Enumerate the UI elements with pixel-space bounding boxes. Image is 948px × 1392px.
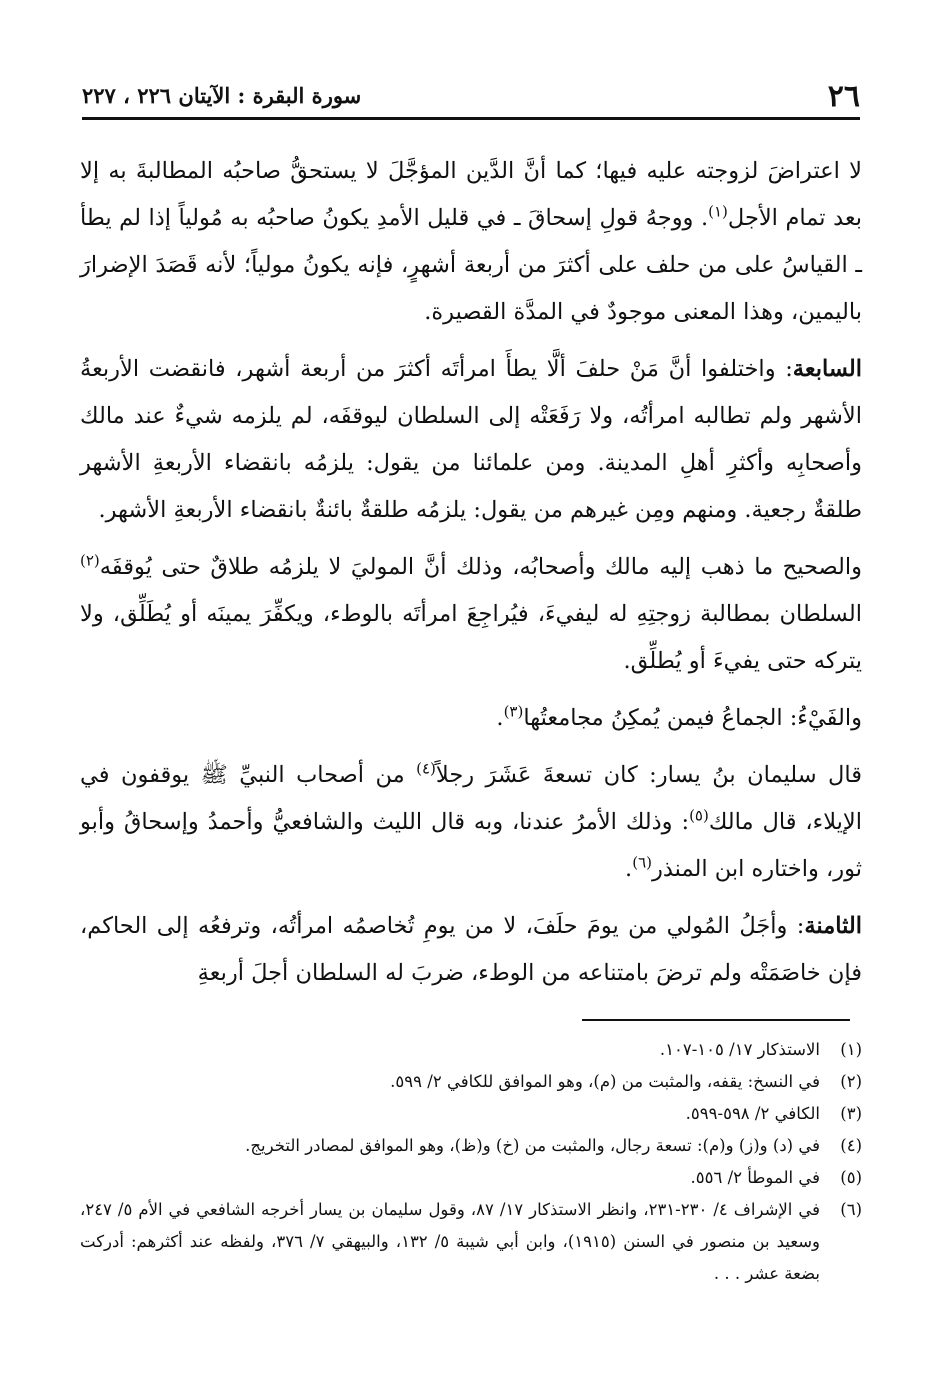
- footnote-ref: (٤): [416, 759, 436, 778]
- running-title: سورة البقرة : الآيتان ٢٢٦ ، ٢٢٧: [82, 83, 362, 108]
- footnote-ref: (٦): [632, 853, 652, 872]
- paragraph-eighth: الثامنة: وأجَلُ المُولي من يومَ حلَفَ، لا من يومِ تُخاصمُه امرأتُه، وترفعُه إلى الحاكم، فإن خاصَمَتْه ولم ترضَ بامتناعه من الوطء، ضربَ له السلطان أجلَ أربعةِ: [80, 913, 862, 986]
- footnote-ref: (٢): [80, 551, 100, 570]
- issue-heading: الثامنة: [804, 913, 862, 939]
- footnote-ref: (٥): [689, 806, 709, 825]
- paragraph-5: قال سليمان بنُ يسار: كان تسعةَ عَشَرَ رجلاً$^{(٤)}$ من أصحاب النبيِّ ﷺ يوقفون في الإيلاء، قال مالك$^{(٥)}$: وذلك الأمرُ عندنا، وبه قال الليث والشافعيُّ وأحمدُ وإسحاقُ وأبو ثور، واختاره ابن المنذر$^{(٦)}$.: [80, 759, 863, 882]
- footnote-5: (٥) في الموطأ ٢/ ٥٥٦.: [690, 1168, 862, 1187]
- header-rule: [82, 117, 860, 120]
- footnote-6: (٦) في الإشراف ٤/ ٢٣٠-٢٣١، وانظر الاستذكار ١٧/ ٨٧، وقول سليمان بن يسار أخرجه الشافعي في الأم ٥/ ٢٤٧، وسعيد بن منصور في السنن (١٩١٥)، وابن أبي شيبة ٥/ ١٣٢، والبيهقي ٧/ ٣٧٦، ولفظه عند أكثرهم: أدركت بضعة عشر . . .: [80, 1200, 862, 1283]
- footnotes: [80, 1034, 862, 1290]
- footnote-3: (٣) الكافي ٢/ ٥٩٨-٥٩٩.: [685, 1104, 862, 1123]
- paragraph-4: والفَيْءُ: الجماعُ فيمن يُمكِنُ مجامعتُها$^{(٣)}$.: [496, 702, 862, 731]
- main-text: [80, 148, 862, 1007]
- paragraph-3: والصحيح ما ذهب إليه مالك وأصحابُه، وذلك أنَّ الموليَ لا يلزمُه طلاقٌ حتى يُوقفَه$^{(٢)}$ السلطان بمطالبة زوجتِهِ له ليفيءَ، فيُراجِعَ امرأتَه بالوطء، ويكفِّرَ يمينَه أو يُطَلِّق، ولا يتركه حتى يفيءَ أو يُطلِّق.: [80, 551, 862, 674]
- footnote-1: (١) الاستذكار ١٧/ ١٠٥-١٠٧.: [659, 1040, 862, 1059]
- page-header: [82, 70, 860, 116]
- footnote-4: (٤) في (د) و(ز) و(م): تسعة رجال، والمثبت من (خ) و(ظ)، وهو الموافق لمصادر التخريج.: [245, 1136, 862, 1155]
- footnote-2: (٢) في النسخ: يقفه، والمثبت من (م)، وهو الموافق للكافي ٢/ ٥٩٩.: [390, 1072, 862, 1091]
- footnote-rule: [582, 1019, 850, 1021]
- footnote-ref: (١): [708, 202, 728, 221]
- footnote-ref: (٣): [503, 702, 524, 721]
- paragraph-1: لا اعتراضَ لزوجته عليه فيها؛ كما أنَّ الدَّين المؤجَّلَ لا يستحقُّ صاحبُه المطالبةَ به إلا بعد تمام الأجل$^{(١)}$. ووجهُ قولِ إسحاقَ ـ في قليل الأمدِ يكونُ صاحبُه به مُولياً إذا لم يطأ ـ القياسُ على من حلف على أكثرَ من أربعة أشهرٍ، فإنه يكونُ مولياً؛ لأنه قَصَدَ الإضرارَ باليمين، وهذا المعنى موجودٌ في المدَّة القصيرة.: [80, 158, 862, 325]
- paragraph-seventh: السابعة: واختلفوا أنَّ مَنْ حلفَ ألَّا يطأَ امرأتَه أكثرَ من أربعة أشهر، فانقضت الأربعةُ الأشهر ولم تطالبه امرأتُه، ولا رَفَعَتْه إلى السلطان ليوقفَه، لم يلزمه شيءٌ عند مالك وأصحابِه وأكثرِ أهلِ المدينة. ومن علمائنا من يقول: يلزمُه بانقضاء الأربعةِ الأشهر طلقةٌ رجعية. ومنهم ومِن غيرهم من يقول: يلزمُه طلقةٌ بائنةٌ بانقضاء الأربعةِ الأشهر.: [80, 356, 862, 523]
- page-number: ٢٦: [827, 79, 860, 114]
- issue-heading: السابعة: [792, 356, 862, 382]
